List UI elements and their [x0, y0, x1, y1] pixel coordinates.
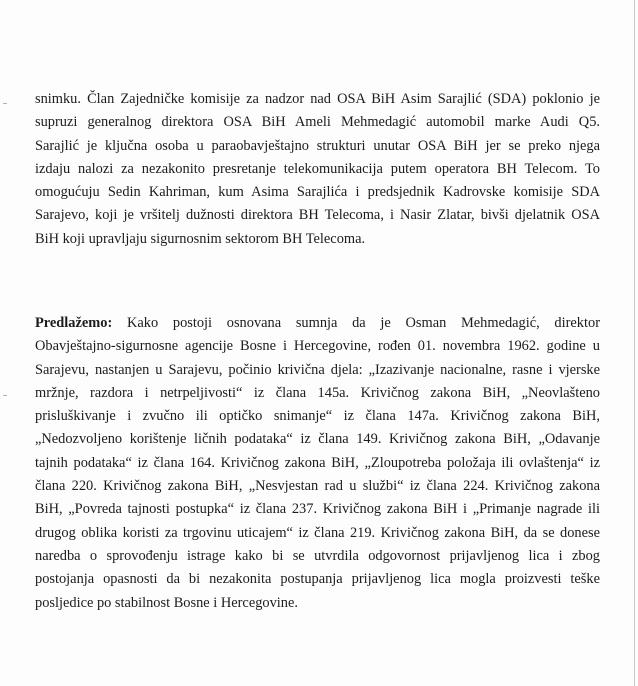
text-line: člana 220. Krivičnog zakona BiH, „Nesvjestan rad u službi“ iz člana 224. Krivičnog zakona — [35, 478, 600, 495]
text-line: postojanja opasnosti da bi nezakonita postupanja prijavljenog lica mogla proizvesti teške — [35, 571, 600, 588]
text-line: „Nedozvoljeno korištenje ličnih podataka“ iz člana 149. Krivičnog zakona BiH, „Odavanje — [35, 431, 600, 448]
paragraph-1 — [35, 88, 600, 251]
text-line: izdaju nalozi za nezakonito presretanje telekomunikacija putem operatora BH Telecom. To — [35, 160, 600, 177]
margin-tick — [3, 103, 7, 104]
text-line: Sarajlić je ključna osoba u paraobavještajno strukturi unutar OSA BiH jer se preko njega — [35, 137, 600, 154]
page-edge-line — [634, 0, 635, 686]
text-line-first — [35, 312, 600, 335]
text-line: prisluškivanje i zvučno ili optičko snimanje“ iz člana 147a. Krivičnog zakona BiH, — [35, 408, 600, 425]
paragraph-2 — [35, 312, 600, 615]
proposal-label: Predlažemo: — [35, 315, 113, 331]
text-line: Obavještajno-sigurnosne agencije Bosne i Hercegovine, rođen 01. novembra 1962. godine u — [35, 338, 600, 355]
text-line: snimku. Član Zajedničke komisije za nadzor nad OSA BiH Asim Sarajlić (SDA) poklonio je — [35, 91, 600, 107]
text-line: BiH, „Povreda tajnosti postupka“ iz člana 237. Krivičnog zakona BiH i „Primanje nagrade ili — [35, 501, 600, 518]
text-line: mržnje, razdora i netrpeljivosti“ iz člana 145a. Krivičnog zakona BiH, „Neovlašteno — [35, 384, 600, 401]
margin-tick — [3, 395, 7, 396]
text-line: BiH koji upravljaju sigurnosnim sektorom BH Telecoma. — [35, 230, 366, 247]
text-line: posljedice po stabilnost Bosne i Hercegovine. — [35, 594, 298, 611]
text-line: Sarajevu, nastanjen u Sarajevu, počinio krivična djela: „Izazivanje nacionalne, rasne i vjerske — [35, 361, 600, 378]
text-line: drugog oblika koristi za trgovinu uticajem“ iz člana 219. Krivičnog zakona BiH, da se donese — [35, 524, 600, 541]
text-line: omogućuju Sedin Kahriman, kum Asima Sarajlića i predsjednik Kadrovske komisije SDA — [35, 184, 600, 201]
text-fragment: Kako postoji osnovana sumnja da je Osman Mehmedagić, direktor — [112, 315, 600, 331]
text-line: Sarajevo, koji je vršitelj dužnosti direktora BH Telecoma, i Nasir Zlatar, bivši djelatnik OSA — [35, 207, 600, 224]
text-line: tajnih podataka“ iz člana 164. Krivičnog zakona BiH, „Zloupotreba položaja ili ovlaštenja“ iz — [35, 454, 600, 471]
text-line: naredba o sprovođenju istrage kako bi se utvrdila odgovornost prijavljenog lica i zbog — [35, 547, 600, 564]
text-line: supruzi generalnog direktora OSA BiH Ameli Mehmedagić automobil marke Audi Q5. — [35, 114, 600, 131]
